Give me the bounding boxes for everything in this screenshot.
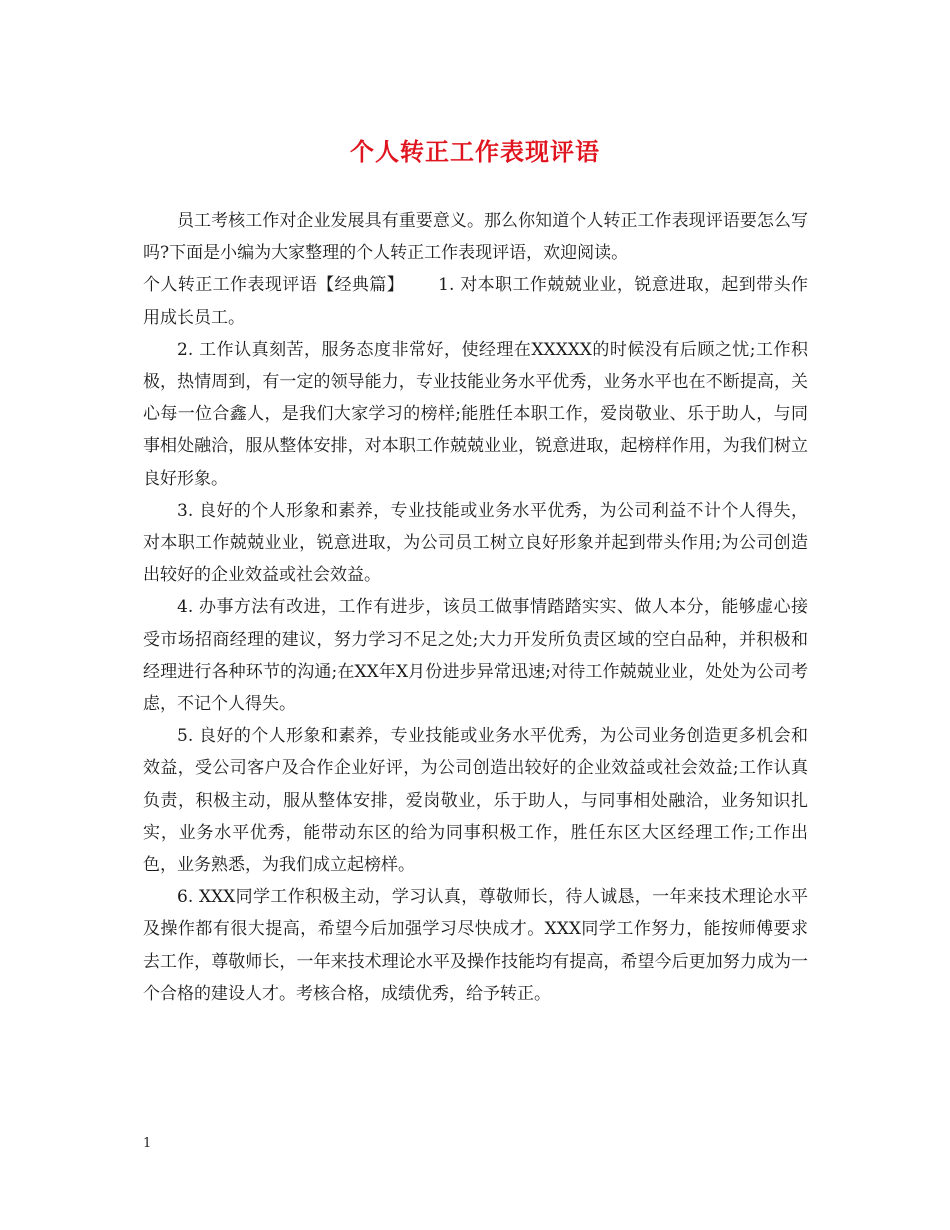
list-item: 3. 良好的个人形象和素养，专业技能或业务水平优秀，为公司利益不计个人得失，对本职工作兢兢业业，锐意进取，为公司员工树立良好形象并起到带头作用;为公司创造出较好的企业效益或社会效益。	[143, 500, 808, 586]
first-item-paragraph	[143, 269, 808, 333]
heading-spacer	[404, 275, 438, 295]
document-body	[143, 205, 808, 1010]
intro-paragraph: 员工考核工作对企业发展具有重要意义。那么你知道个人转正工作表现评语要怎么写吗?下面是小编为大家整理的个人转正工作表现评语，欢迎阅读。	[143, 211, 808, 264]
document-title: 个人转正工作表现评语	[350, 137, 600, 166]
page-number: 1	[143, 1136, 152, 1151]
list-item: 6. XXX同学工作积极主动，学习认真，尊敬师长，待人诚恳，一年来技术理论水平及操作都有很大提高，希望今后加强学习尽快成才。XXX同学工作努力，能按师傅要求去工作，尊敬师长，一年来技术理论水平及操作技能均有提高，希望今后更加努力成为一个合格的建设人才。考核合格，成绩优秀，给予转正。	[143, 887, 808, 1004]
list-item: 5. 良好的个人形象和素养，专业技能或业务水平优秀，为公司业务创造更多机会和效益，受公司客户及合作企业好评，为公司创造出较好的企业效益或社会效益;工作认真负责，积极主动，服从整体安排，爱岗敬业，乐于助人，与同事相处融洽，业务知识扎实，业务水平优秀，能带动东区的给为同事积极工作，胜任东区大区经理工作;工作出色，业务熟悉，为我们成立起榜样。	[143, 726, 808, 876]
list-item: 1. 对本职工作兢兢业业，锐意进取，起到带头作用成长员工。	[143, 275, 809, 328]
list-item: 4. 办事方法有改进，工作有进步，该员工做事情踏踏实实、做人本分，能够虚心接受市场招商经理的建议，努力学习不足之处;大力开发所负责区域的空白品种，并积极和经理进行各种环节的沟通;在XX年X月份进步异常迅速;对待工作兢兢业业，处处为公司考虑，不记个人得失。	[143, 597, 808, 715]
section-heading: 个人转正工作表现评语【经典篇】	[143, 275, 405, 296]
list-item: 2. 工作认真刻苦，服务态度非常好，使经理在XXXXX的时候没有后顾之忧;工作积极，热情周到，有一定的领导能力，专业技能业务水平优秀，业务水平也在不断提高，关心每一位合鑫人，是我们大家学习的榜样;能胜任本职工作，爱岗敬业、乐于助人，与同事相处融洽，服从整体安排，对本职工作兢兢业业，锐意进取，起榜样作用，为我们树立良好形象。	[143, 339, 808, 489]
